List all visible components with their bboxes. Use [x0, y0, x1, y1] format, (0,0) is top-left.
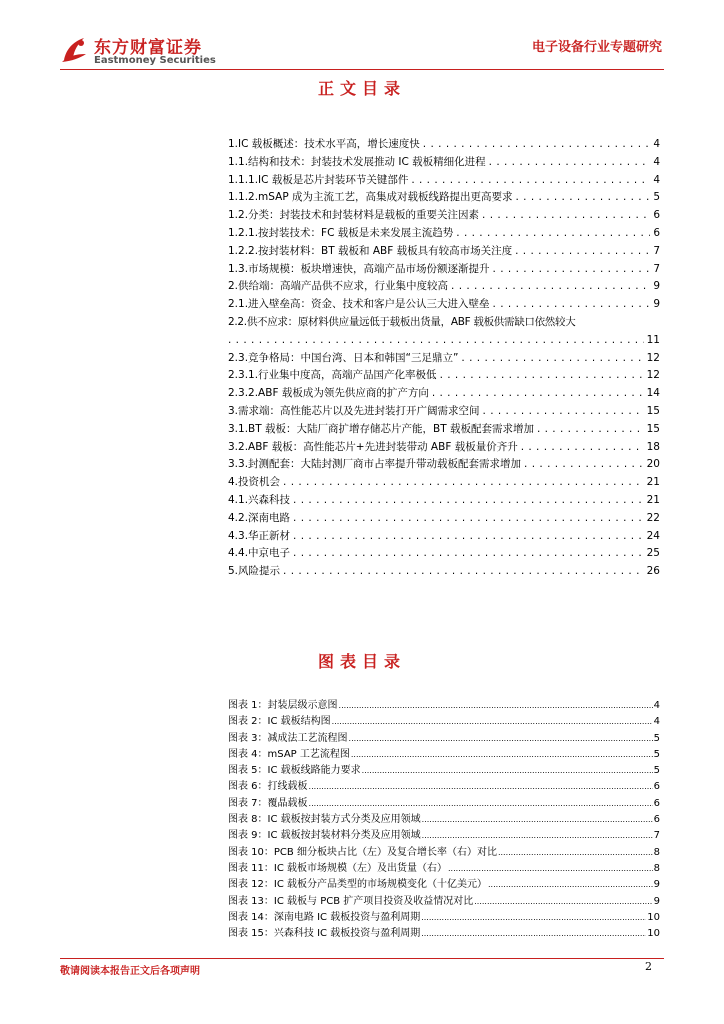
- figure-entry[interactable]: [228, 698, 660, 714]
- toc-entry[interactable]: [228, 243, 660, 261]
- figure-entry[interactable]: [228, 779, 660, 795]
- dot-leader: [283, 563, 644, 581]
- figure-entry-text: 图表 13：IC 载板与 PCB 扩产项目投资及收益情况对比: [228, 895, 474, 907]
- toc-entry[interactable]: [228, 189, 660, 207]
- figure-entry-page: 9: [653, 895, 660, 907]
- figure-entry-text: 图表 2：IC 载板结构图: [228, 716, 331, 728]
- toc-entry-page: 7: [653, 262, 660, 275]
- toc-entry-page: 15: [646, 404, 660, 417]
- toc-title: 正文目录: [317, 79, 406, 98]
- toc-entry-page: 15: [646, 422, 660, 435]
- toc-entry[interactable]: [228, 367, 660, 385]
- toc-entry-text: 4.1.兴森科技: [228, 493, 291, 506]
- figure-entry[interactable]: [228, 714, 660, 730]
- figure-entry-text: 图表 1：封装层级示意图: [228, 700, 338, 711]
- toc-entry[interactable]: [228, 385, 660, 403]
- figure-entry[interactable]: [228, 812, 660, 828]
- toc-entry-page: 9: [653, 298, 660, 311]
- dot-leader: [293, 510, 644, 528]
- dot-leader: [451, 278, 650, 296]
- toc-entry-page: 18: [646, 440, 660, 453]
- footer-divider: [60, 958, 664, 959]
- toc-entry-page: 26: [646, 565, 660, 578]
- toc-entry-page: 4: [653, 138, 660, 150]
- dot-leader: [521, 439, 644, 457]
- dot-leader: [293, 545, 644, 563]
- toc-entry-page: 14: [646, 387, 660, 400]
- toc-entry-text: 2.3.1.行业集中度高，高端产品国产化率极低: [228, 369, 437, 382]
- toc-entry-page: 11: [646, 333, 660, 346]
- toc-entry[interactable]: [228, 563, 660, 581]
- dot-leader: [351, 747, 653, 763]
- toc-entry-page: 24: [646, 529, 660, 542]
- dot-leader: [423, 136, 651, 154]
- toc-entry[interactable]: [228, 528, 660, 546]
- toc-entry[interactable]: [228, 492, 660, 510]
- toc-entry-text: 1.1.2.mSAP 成为主流工艺，高集成对载板线路提出更高要求: [228, 191, 513, 204]
- dot-leader: [537, 421, 644, 439]
- dot-leader: [228, 332, 644, 350]
- toc-entry[interactable]: [228, 136, 660, 154]
- figure-entry[interactable]: [228, 796, 660, 812]
- toc-entry-text: 4.3.华正新材: [228, 529, 291, 542]
- dot-leader: [516, 189, 651, 207]
- dot-leader: [339, 698, 653, 714]
- figure-entry-page: 8: [653, 846, 660, 858]
- dot-leader: [421, 910, 646, 926]
- figure-entry-text: 图表 14：深南电路 IC 载板投资与盈利周期: [228, 911, 421, 923]
- figure-entry-text: 图表 3：减成法工艺流程图: [228, 732, 348, 744]
- figure-entry-text: 图表 7：覆晶载板: [228, 797, 308, 809]
- toc-entry-page: 7: [653, 244, 660, 257]
- toc-entry[interactable]: [228, 350, 660, 368]
- figure-entry-text: 图表 12：IC 载板分产品类型的市场规模变化（十亿美元）: [228, 879, 488, 891]
- figure-entry-text: 图表 15：兴森科技 IC 载板投资与盈利周期: [228, 928, 421, 940]
- toc-entry-page: 4: [653, 155, 660, 168]
- toc-entry[interactable]: [228, 474, 660, 492]
- dot-leader: [293, 492, 644, 510]
- toc-entry-text: 5.风险提示: [228, 565, 281, 578]
- figure-entry-page: 5: [653, 748, 660, 760]
- dot-leader: [448, 861, 653, 877]
- dot-leader: [422, 828, 653, 844]
- toc-entry[interactable]: [228, 207, 660, 225]
- logo-english-name: Eastmoney Securities: [94, 55, 216, 66]
- toc-entry[interactable]: [228, 421, 660, 439]
- toc-entry-text: 2.3.竞争格局：中国台湾、日本和韩国“三足鼎立”: [228, 351, 459, 364]
- figure-entry[interactable]: [228, 861, 660, 877]
- toc-entry[interactable]: [228, 278, 660, 296]
- figure-entry-page: 10: [647, 928, 660, 940]
- figure-entry-page: 6: [653, 781, 660, 793]
- dot-leader: [309, 779, 653, 795]
- toc-entry-page: 9: [653, 280, 660, 293]
- dot-leader: [482, 207, 650, 225]
- toc-entry-text: 4.2.深南电路: [228, 511, 291, 524]
- figure-entry[interactable]: [228, 894, 660, 910]
- toc-entry-text: 3.1.BT 载板：大陆厂商扩增存储芯片产能，BT 载板配套需求增加: [228, 422, 534, 435]
- toc-entry-text: 3.需求端：高性能芯片以及先进封装打开广阔需求空间: [228, 404, 480, 417]
- toc-entry-page: 5: [653, 191, 660, 204]
- company-logo: [60, 30, 220, 70]
- figure-entry-page: 4: [653, 716, 660, 728]
- toc-entry[interactable]: [228, 403, 660, 421]
- dot-leader: [440, 367, 644, 385]
- dot-leader: [474, 894, 652, 910]
- figures-list: [228, 698, 660, 942]
- toc-entry-text: 1.1.1.IC 载板是芯片封装环节关键部件: [228, 173, 409, 186]
- figure-entry-text: 图表 10：PCB 细分板块占比（左）及复合增长率（右）对比: [228, 846, 497, 858]
- figure-entry-page: 9: [653, 879, 660, 891]
- figure-entry-text: 图表 11：IC 载板市场规模（左）及出货量（右）: [228, 862, 448, 874]
- toc-list: [228, 136, 660, 581]
- dot-leader: [293, 528, 644, 546]
- dot-leader: [498, 845, 653, 861]
- toc-entry-page: 25: [646, 547, 660, 560]
- toc-entry-page: 20: [646, 458, 660, 471]
- dot-leader: [422, 812, 653, 828]
- dot-leader: [332, 714, 653, 730]
- toc-entry[interactable]: [228, 296, 660, 314]
- figure-entry-page: 10: [647, 911, 660, 923]
- toc-entry-text: 1.1.结构和技术：封装技术发展推动 IC 载板精细化进程: [228, 155, 486, 168]
- toc-entry-text: 1.2.2.按封装材料：BT 载板和 ABF 载板具有较高市场关注度: [228, 244, 513, 257]
- toc-entry-text: 1.2.1.按封装技术：FC 载板是未来发展主流趋势: [228, 226, 454, 239]
- toc-entry-text: 1.2.分类：封装技术和封装材料是载板的重要关注因素: [228, 209, 480, 222]
- figure-entry[interactable]: [228, 910, 660, 926]
- header-divider: [60, 69, 664, 70]
- dot-leader: [515, 243, 650, 261]
- toc-entry-text: 1.IC 载板概述：技术水平高，增长速度快: [228, 138, 420, 150]
- figure-entry[interactable]: [228, 731, 660, 747]
- footer-disclaimer: 敬请阅读本报告正文后各项声明: [60, 966, 200, 977]
- toc-entry-continuation[interactable]: [228, 332, 660, 350]
- dot-leader: [524, 456, 644, 474]
- figure-entry-text: 图表 8：IC 载板按封装方式分类及应用领域: [228, 814, 421, 826]
- toc-entry[interactable]: [228, 261, 660, 279]
- toc-entry-page: 4: [653, 173, 660, 186]
- dot-leader: [432, 385, 644, 403]
- figure-entry-page: 4: [653, 700, 660, 711]
- toc-entry[interactable]: [228, 225, 660, 243]
- toc-entry-text: 2.2.供不应求：原材料供应量远低于载板出货量，ABF 载板供需缺口依然较大: [228, 315, 576, 328]
- toc-entry[interactable]: [228, 154, 660, 172]
- dot-leader: [283, 474, 644, 492]
- figures-list-title: 图表目录: [317, 652, 406, 671]
- toc-entry-text: 4.4.中京电子: [228, 547, 291, 560]
- figure-entry-text: 图表 9：IC 载板按封装材料分类及应用领域: [228, 830, 421, 842]
- toc-entry-text: 3.3.封测配套：大陆封测厂商市占率提升带动载板配套需求增加: [228, 458, 522, 471]
- figure-entry-page: 6: [653, 797, 660, 809]
- figure-entry-text: 图表 6：打线载板: [228, 781, 308, 793]
- toc-entry[interactable]: [228, 314, 660, 332]
- toc-entry-page: 6: [653, 209, 660, 222]
- dot-leader: [421, 926, 646, 942]
- report-category: 电子设备行业专题研究: [531, 40, 662, 55]
- toc-entry-page: 21: [646, 493, 660, 506]
- dot-leader: [489, 154, 651, 172]
- figure-entry-page: 7: [653, 830, 660, 842]
- dot-leader: [488, 877, 653, 893]
- toc-entry-text: 1.3.市场规模：板块增速快，高端产品市场份额逐渐提升: [228, 262, 490, 275]
- toc-entry[interactable]: [228, 456, 660, 474]
- toc-entry-page: 12: [646, 351, 660, 364]
- toc-entry-text: 2.1.进入壁垒高：资金、技术和客户是公认三大进入壁垒: [228, 298, 490, 311]
- figure-entry-page: 6: [653, 814, 660, 826]
- dot-leader: [483, 403, 644, 421]
- dot-leader: [362, 763, 653, 779]
- eastmoney-logo-icon: [60, 34, 88, 64]
- figure-entry[interactable]: [228, 828, 660, 844]
- figure-entry[interactable]: [228, 845, 660, 861]
- figure-entry-text: 图表 5：IC 载板线路能力要求: [228, 765, 361, 777]
- logo-chinese-name: 东方财富证券: [94, 38, 202, 58]
- dot-leader: [456, 225, 650, 243]
- figure-entry-page: 5: [653, 732, 660, 744]
- toc-entry[interactable]: [228, 172, 660, 190]
- dot-leader: [461, 350, 643, 368]
- toc-entry-text: 4.投资机会: [228, 476, 281, 489]
- toc-entry-page: 12: [646, 369, 660, 382]
- toc-entry-text: 3.2.ABF 载板：高性能芯片+先进封装带动 ABF 载板量价齐升: [228, 440, 518, 453]
- figure-entry-page: 5: [653, 765, 660, 777]
- dot-leader: [349, 731, 653, 747]
- figure-entry[interactable]: [228, 747, 660, 763]
- dot-leader: [493, 296, 651, 314]
- figure-entry-text: 图表 4：mSAP 工艺流程图: [228, 748, 350, 760]
- toc-entry[interactable]: [228, 545, 660, 563]
- figure-entry[interactable]: [228, 877, 660, 893]
- figure-entry[interactable]: [228, 763, 660, 779]
- toc-entry-text: 2.3.2.ABF 载板成为领先供应商的扩产方向: [228, 387, 429, 400]
- dot-leader: [309, 796, 653, 812]
- toc-entry[interactable]: [228, 439, 660, 457]
- figure-entry[interactable]: [228, 926, 660, 942]
- toc-entry[interactable]: [228, 510, 660, 528]
- toc-entry-text: 2.供给端：高端产品供不应求，行业集中度较高: [228, 280, 449, 293]
- figure-entry-page: 8: [653, 862, 660, 874]
- page-number: 2: [645, 960, 652, 973]
- dot-leader: [493, 261, 651, 279]
- dot-leader: [411, 172, 650, 190]
- toc-entry-page: 6: [653, 226, 660, 239]
- toc-entry-page: 21: [646, 476, 660, 489]
- toc-entry-page: 22: [646, 511, 660, 524]
